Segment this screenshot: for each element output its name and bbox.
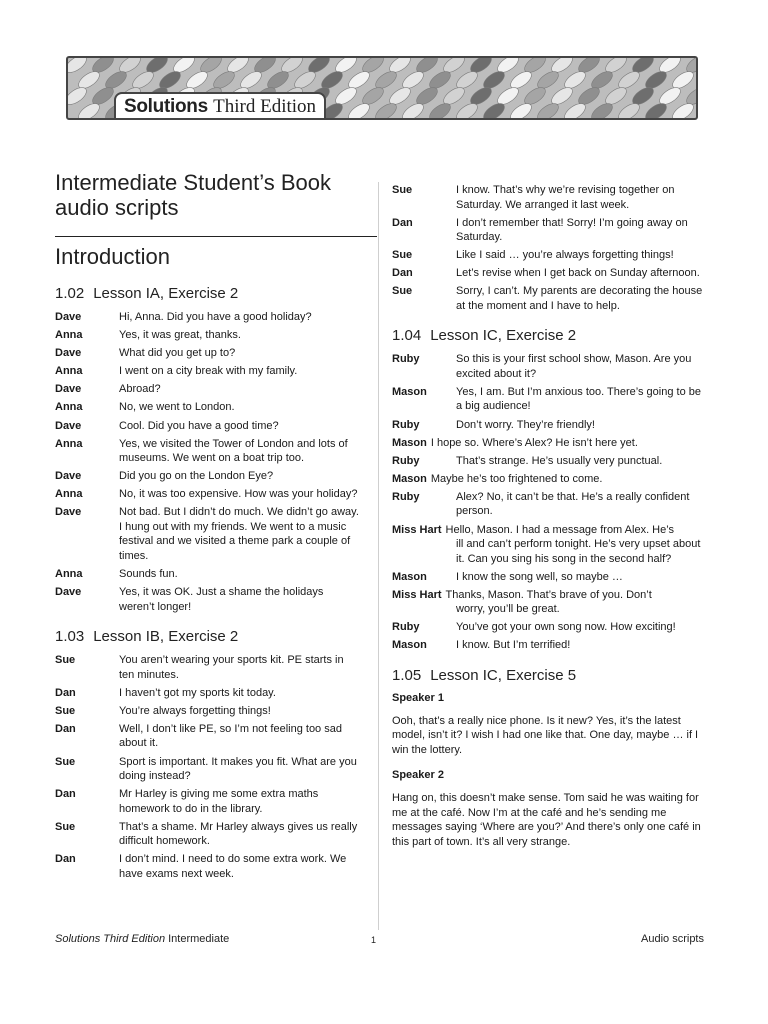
header-banner [66, 56, 698, 120]
dialogue-line [392, 570, 706, 585]
dialogue-text: Yes, it was OK. Just a shame the holidays weren’t longer! [119, 586, 324, 613]
dialogue-text: No, it was too expensive. How was your holiday? [119, 488, 358, 501]
dialogue-line [55, 704, 360, 719]
exercise-title: Lesson IC, Exercise 5 [430, 666, 577, 684]
speaker-name: Ruby [392, 454, 420, 467]
speaker-name: Anna [55, 329, 83, 342]
brand-edition: Third Edition [213, 96, 317, 117]
dialogue-text: So this is your first school show, Mason. Are you excited about it? [456, 353, 692, 380]
speaker-name: Sue [55, 755, 76, 768]
exercise-number: 1.02 [55, 285, 85, 302]
dialogue-line [392, 490, 706, 519]
speaker-name: Sue [55, 704, 76, 717]
speaker-name: Dan [392, 267, 413, 280]
exercise-heading [55, 628, 360, 645]
dialogue-text: I went on a city break with my family. [119, 365, 298, 378]
speaker-heading: Speaker 2 [392, 769, 444, 782]
dialogue-text: Sport is important. It makes you fit. What are you doing instead? [119, 755, 357, 782]
dialogue-line [55, 585, 360, 614]
footer-series: Solutions Third Edition [55, 933, 166, 945]
dialogue-text: Abroad? [119, 383, 161, 396]
dialogue-line [55, 567, 360, 582]
dialogue-line [55, 346, 360, 361]
dialogue-text: I haven’t got my sports kit today. [119, 686, 276, 699]
dialogue-line [55, 487, 360, 502]
dialogue-line [392, 248, 706, 263]
exercise-number: 1.05 [392, 666, 422, 684]
dialogue-line [55, 820, 360, 849]
exercise-title: Lesson IB, Exercise 2 [93, 628, 239, 646]
dialogue-line [55, 505, 360, 563]
dialogue-line [392, 216, 706, 245]
speaker-name: Dan [55, 788, 76, 801]
dialogue-text: I don’t mind. I need to do some extra work. We have exams next week. [119, 853, 347, 880]
dialogue-text: Hello, Mason. I had a message from Alex. He’s [445, 523, 674, 536]
dialogue-text: Sounds fun. [119, 568, 178, 581]
dialogue-line [392, 588, 706, 617]
dialogue-line [392, 620, 706, 635]
left-column [55, 285, 360, 885]
dialogue-line [392, 352, 706, 381]
exercise-heading [392, 327, 706, 344]
dialogue-line [55, 328, 360, 343]
exercise-number: 1.03 [55, 628, 85, 646]
dialogue-text: Well, I don’t like PE, so I’m not feeling too sad about it. [119, 722, 342, 750]
dialogue-text: Cool. Did you have a good time? [119, 419, 279, 432]
dialogue-line [392, 454, 706, 469]
speaker-name: Anna [55, 365, 83, 378]
page-number: 1 [371, 935, 377, 945]
dialogue-text: Maybe he’s too frightened to come. [430, 472, 603, 485]
speaker-paragraph: Hang on, this doesn’t make sense. Tom said he was waiting for me at the café. Now I’m at the café and he’s sending me messages saying ‘Where are you?’ And there’s only one café in this part of town. It’s all very strange. [392, 792, 701, 848]
speaker-name: Dave [55, 347, 82, 360]
speaker-name: Sue [392, 249, 413, 262]
dialogue-line [55, 400, 360, 415]
speaker-name: Dan [55, 722, 76, 735]
exercise-title: Lesson IC, Exercise 2 [430, 327, 577, 345]
brand-name: Solutions [124, 96, 208, 117]
speaker-name: Dave [55, 419, 82, 432]
dialogue-line [55, 382, 360, 397]
dialogue-text: Alex? No, it can’t be that. He’s a really confident person. [456, 490, 690, 518]
speaker-name: Mason [392, 436, 427, 449]
dialogue-text: Like I said … you’re always forgetting things! [456, 249, 674, 262]
dialogue-text: Hi, Anna. Did you have a good holiday? [119, 311, 312, 323]
speaker-name: Mason [392, 385, 427, 398]
dialogue-line [55, 310, 360, 325]
speaker-name: Anna [55, 437, 83, 450]
speaker-name: Ruby [392, 353, 420, 366]
dialogue-text: No, we went to London. [119, 401, 235, 414]
exercise-heading [55, 285, 360, 302]
footer-level: Intermediate [165, 933, 230, 945]
speaker-name: Sue [55, 820, 76, 833]
dialogue-line [55, 787, 360, 816]
speaker-name: Anna [55, 488, 83, 501]
dialogue-text: You’re always forgetting things! [119, 704, 271, 717]
dialogue-line [55, 686, 360, 701]
dialogue-text: I don’t remember that! Sorry! I’m going away on Saturday. [456, 216, 688, 244]
dialogue-line [55, 755, 360, 784]
document-title: Intermediate Student’s Book audio scripts [55, 170, 331, 220]
dialogue-text: You aren’t wearing your sports kit. PE starts in ten minutes. [119, 654, 344, 681]
dialogue-line [392, 183, 706, 212]
dialogue-text: Mr Harley is giving me some extra maths homework to do in the library. [119, 788, 319, 815]
footer-left [55, 933, 229, 945]
title-rule [55, 236, 377, 237]
dialogue-text: I know. That’s why we’re revising together on Saturday. We arranged it last week. [456, 184, 675, 211]
right-column [392, 183, 706, 861]
dialogue-text: Yes, it was great, thanks. [119, 329, 241, 342]
speaker-name: Ruby [392, 418, 420, 431]
dialogue-line [392, 638, 706, 653]
dialogue-line [55, 722, 360, 751]
speaker-heading: Speaker 1 [392, 691, 444, 704]
speaker-name: Dave [55, 383, 82, 396]
speaker-name: Mason [392, 570, 427, 583]
speaker-paragraph: Ooh, that’s a really nice phone. Is it new? Yes, it’s the latest model, isn’t it? I wish I had one like that. One day, maybe … if I win the lottery. [392, 714, 699, 756]
dialogue-text: I know. But I’m terrified! [456, 639, 571, 652]
column-divider [378, 182, 379, 930]
dialogue-text: I hope so. Where’s Alex? He isn’t here yet. [430, 436, 638, 449]
speaker-name: Dave [55, 470, 82, 483]
speaker-name: Miss Hart [392, 523, 442, 536]
dialogue-text: Yes, we visited the Tower of London and lots of museums. We went on a boat trip too. [119, 437, 348, 465]
speaker-name: Dave [55, 506, 82, 519]
speaker-name: Dave [55, 311, 82, 323]
footer-right: Audio scripts [641, 933, 704, 945]
dialogue-text: Thanks, Mason. That’s brave of you. Don’t [445, 588, 652, 601]
speaker-name: Dave [55, 586, 82, 599]
pattern-pill [68, 58, 89, 76]
dialogue-text: Yes, I am. But I’m anxious too. There’s going to be a big audience! [456, 385, 701, 413]
dialogue-text: Let’s revise when I get back on Sunday afternoon. [456, 267, 700, 280]
dialogue-line [55, 469, 360, 484]
dialogue-line [55, 364, 360, 379]
speaker-name: Dan [55, 686, 76, 699]
dialogue-text: That’s a shame. Mr Harley always gives us really difficult homework. [119, 820, 358, 848]
dialogue-text: That’s strange. He’s usually very punctual. [456, 454, 663, 467]
dialogue-text: Don’t worry. They’re friendly! [456, 418, 595, 431]
speaker-name: Sue [392, 184, 413, 196]
dialogue-line [55, 419, 360, 434]
dialogue-line [392, 284, 706, 313]
speaker-name: Ruby [392, 621, 420, 634]
speaker-name: Miss Hart [392, 588, 442, 601]
speaker-name: Anna [55, 568, 83, 581]
dialogue-text: You’ve got your own song now. How exciting! [456, 621, 676, 634]
speaker-name: Anna [55, 401, 83, 414]
speaker-name: Sue [392, 285, 413, 298]
speaker-name: Ruby [392, 490, 420, 503]
dialogue-line [392, 523, 706, 567]
dialogue-line [392, 385, 706, 414]
dialogue-line [392, 418, 706, 433]
section-title: Introduction [55, 244, 170, 269]
exercise-heading [392, 667, 706, 684]
dialogue-line [392, 472, 706, 487]
speaker-name: Dan [392, 216, 413, 229]
dialogue-text: Did you go on the London Eye? [119, 470, 274, 483]
dialogue-line [55, 653, 360, 682]
dialogue-line [392, 436, 706, 451]
dialogue-text: Sorry, I can’t. My parents are decorating the house at the moment and I have to help. [456, 285, 703, 312]
speaker-name: Mason [392, 472, 427, 485]
speaker-name: Mason [392, 639, 427, 652]
exercise-title: Lesson IA, Exercise 2 [93, 285, 239, 302]
dialogue-text: What did you get up to? [119, 347, 236, 360]
dialogue-text: Not bad. But I didn’t do much. We didn’t go away. I hung out with my friends. We went to a music festival and we visited a theme park a couple of times. [119, 506, 359, 562]
dialogue-text-continued: worry, you’ll be great. [456, 603, 560, 616]
speaker-name: Sue [55, 654, 76, 667]
speaker-name: Dan [55, 853, 76, 866]
exercise-number: 1.04 [392, 327, 422, 345]
dialogue-line [55, 852, 360, 881]
dialogue-line [392, 266, 706, 281]
dialogue-text: I know the song well, so maybe … [456, 570, 623, 583]
dialogue-text-continued: ill and can’t perform tonight. He’s very upset about it. Can you sing his song in the second half? [456, 538, 701, 565]
dialogue-line [55, 437, 360, 466]
brand-logo [114, 92, 326, 120]
